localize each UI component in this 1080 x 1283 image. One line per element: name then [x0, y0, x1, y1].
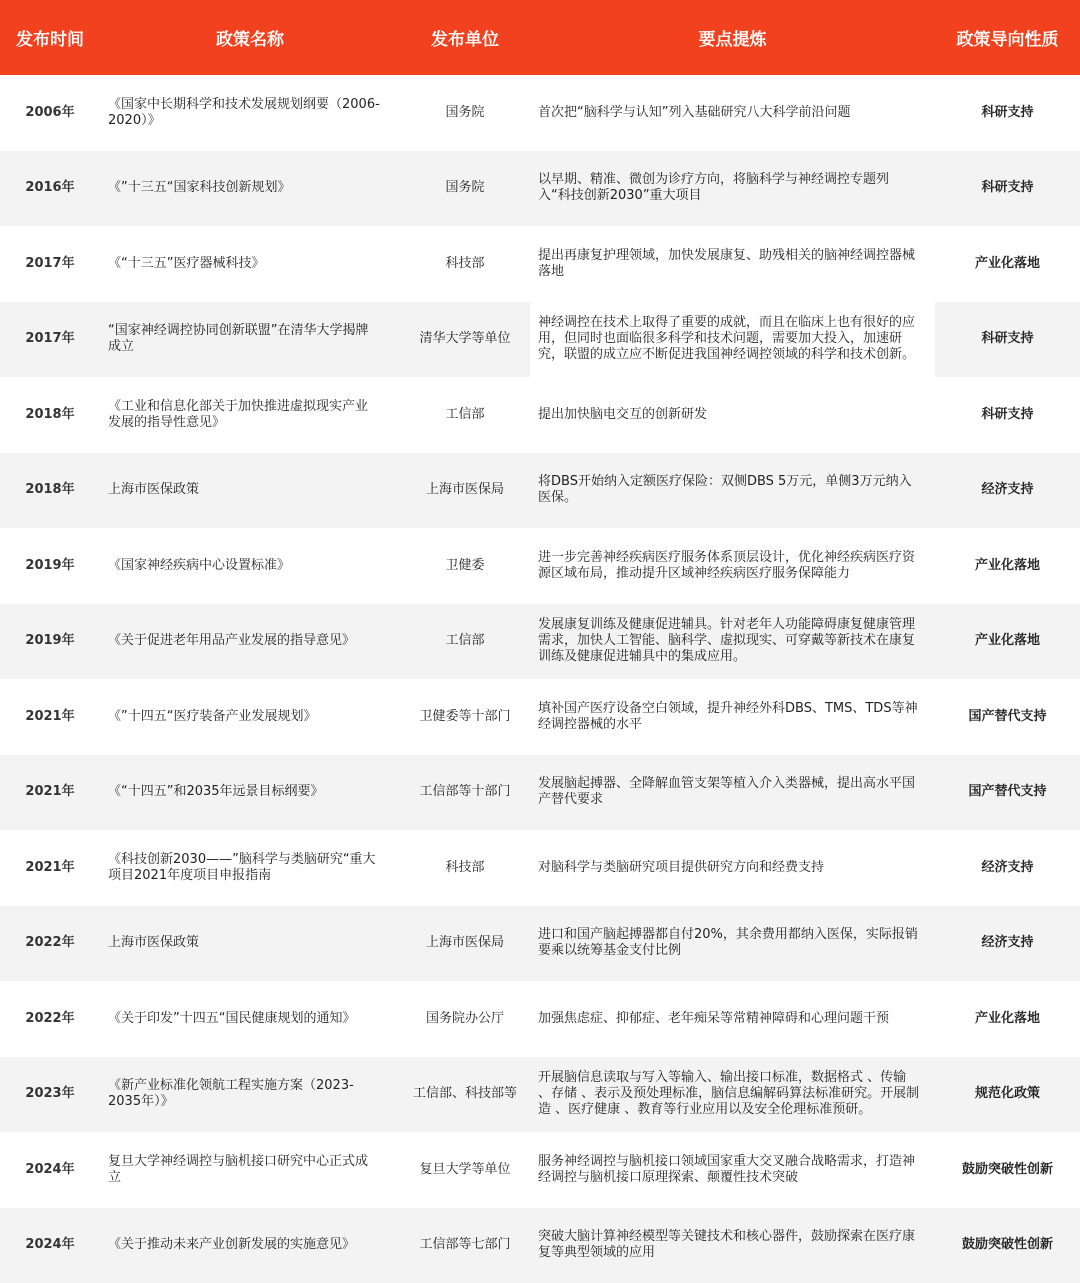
- year-cell: 2021年: [25, 708, 75, 724]
- year-cell: 2016年: [0, 151, 100, 227]
- policy-nature-cell: 产业化落地: [974, 557, 1040, 573]
- year-cell: 2023年: [0, 1057, 100, 1133]
- key-points-cell: 首次把“脑科学与认知”列入基础研究八大科学前沿问题: [538, 104, 851, 120]
- policy-nature-cell: 鼓励突破性创新: [935, 1208, 1080, 1283]
- key-points-cell: 神经调控在技术上取得了重要的成就，而且在临床上也有很好的应用，但同时也面临很多科学和技术问题，需要加大投入，加速研究，联盟的成立应不断促进我国神经调控领域的科学和技术创新。: [530, 302, 935, 378]
- year-cell: 2018年: [25, 406, 75, 422]
- table-row: [0, 75, 1080, 151]
- header-key-points: 要点提炼: [698, 30, 767, 50]
- table-row: [0, 151, 1080, 227]
- policy-nature-cell: 产业化落地: [935, 604, 1080, 680]
- policy-name-cell: 上海市医保政策: [100, 906, 400, 982]
- issuing-unit-cell: 工信部: [400, 604, 530, 680]
- table-row: [0, 755, 1080, 831]
- year-cell: 2017年: [0, 302, 100, 378]
- policy-name-cell: 《新产业标准化领航工程实施方案（2023-2035年）》: [100, 1057, 400, 1133]
- policy-nature-cell: 科研支持: [981, 104, 1034, 120]
- issuing-unit-cell: 上海市医保局: [400, 906, 530, 982]
- table-row: [0, 1057, 1080, 1133]
- key-points-cell: 突破大脑计算神经模型等关键技术和核心器件，鼓励探索在医疗康复等典型领域的应用: [530, 1208, 935, 1283]
- key-points-cell: 服务神经调控与脑机接口领域国家重大交叉融合战略需求，打造神经调控与脑机接口原理探索、颠覆性技术突破: [538, 1153, 916, 1185]
- policy-nature-cell: 规范化政策: [935, 1057, 1080, 1133]
- header-year: 发布时间: [16, 30, 84, 50]
- policy-nature-cell: 科研支持: [981, 406, 1034, 422]
- header-row: [0, 0, 1080, 75]
- issuing-unit-cell: 工信部、科技部等: [400, 1057, 530, 1133]
- issuing-unit-cell: 国务院: [400, 151, 530, 227]
- year-cell: 2021年: [0, 755, 100, 831]
- table-row: [0, 906, 1080, 982]
- policy-name-cell: 《“十四五”和2035年远景目标纲要》: [100, 755, 400, 831]
- issuing-unit-cell: 国务院办公厅: [425, 1010, 504, 1026]
- issuing-unit-cell: 清华大学等单位: [400, 302, 530, 378]
- year-cell: 2022年: [25, 1010, 75, 1026]
- table-row: [0, 1132, 1080, 1208]
- issuing-unit-cell: 工信部: [445, 406, 485, 422]
- policy-nature-cell: 国产替代支持: [935, 755, 1080, 831]
- policy-name-cell: 上海市医保政策: [100, 453, 400, 529]
- key-points-cell: 提出再康复护理领域，加快发展康复、助残相关的脑神经调控器械落地: [538, 247, 916, 279]
- table-row: [0, 528, 1080, 604]
- key-points-cell: 发展康复训练及健康促进辅具。针对老年人功能障碍康复健康管理需求，加快人工智能、脑科学、虚拟现实、可穿戴等新技术在康复训练及健康促进辅具中的集成应用。: [530, 604, 935, 680]
- table-header: [0, 0, 1080, 75]
- policy-nature-cell: 产业化落地: [974, 1010, 1040, 1026]
- policy-name-cell: 《科技创新2030——”脑科学与类脑研究“重大项目2021年度项目申报指南: [108, 851, 376, 883]
- issuing-unit-cell: 工信部等十部门: [400, 755, 530, 831]
- policy-name-cell: 《工业和信息化部关于加快推进虚拟现实产业发展的指导性意见》: [108, 398, 369, 430]
- policy-nature-cell: 经济支持: [935, 453, 1080, 529]
- policy-name-cell: 《国家中长期科学和技术发展规划纲要（2006-2020）》: [108, 96, 380, 128]
- table-row: [0, 604, 1080, 680]
- policy-name-cell: 《关于推动未来产业创新发展的实施意见》: [100, 1208, 400, 1283]
- policy-nature-cell: 鼓励突破性创新: [961, 1161, 1053, 1177]
- table-row: [0, 453, 1080, 529]
- year-cell: 2022年: [0, 906, 100, 982]
- policy-name-cell: 《关于促进老年用品产业发展的指导意见》: [100, 604, 400, 680]
- key-points-cell: 提出加快脑电交互的创新研发: [538, 406, 708, 422]
- year-cell: 2019年: [0, 604, 100, 680]
- issuing-unit-cell: 国务院: [445, 104, 485, 120]
- policy-name-cell: 《关于印发”十四五“国民健康规划的通知》: [108, 1010, 356, 1026]
- issuing-unit-cell: 工信部等七部门: [400, 1208, 530, 1283]
- header-policy-nature: 政策导向性质: [956, 30, 1059, 50]
- policy-name-cell: 《“十三五”医疗器械科技》: [108, 255, 265, 271]
- issuing-unit-cell: 复旦大学等单位: [419, 1161, 511, 1177]
- year-cell: 2019年: [25, 557, 75, 573]
- year-cell: 2017年: [25, 255, 75, 271]
- policy-name-cell: 《”十三五“国家科技创新规划》: [100, 151, 400, 227]
- issuing-unit-cell: 科技部: [445, 255, 485, 271]
- table-row: [0, 679, 1080, 755]
- year-cell: 2018年: [0, 453, 100, 529]
- key-points-cell: 加强焦虑症、抑郁症、老年痴呆等常精神障碍和心理问题干预: [538, 1010, 890, 1026]
- policy-nature-cell: 国产替代支持: [968, 708, 1047, 724]
- policy-nature-cell: 经济支持: [935, 906, 1080, 982]
- key-points-cell: 填补国产医疗设备空白领域，提升神经外科DBS、TMS、TDS等神经调控器械的水平: [538, 700, 918, 732]
- issuing-unit-cell: 卫健委: [445, 557, 485, 573]
- key-points-cell: 对脑科学与类脑研究项目提供研究方向和经费支持: [538, 859, 825, 875]
- key-points-cell: 将DBS开始纳入定额医疗保险：双侧DBS 5万元，单侧3万元纳入医保。: [530, 453, 935, 529]
- table-row: [0, 226, 1080, 302]
- policy-name-cell: 复旦大学神经调控与脑机接口研究中心正式成立: [108, 1153, 369, 1185]
- policy-nature-cell: 产业化落地: [974, 255, 1040, 271]
- year-cell: 2021年: [25, 859, 75, 875]
- table-row: [0, 981, 1080, 1057]
- key-points-cell: 发展脑起搏器、全降解血管支架等植入介入类器械，提出高水平国产替代要求: [530, 755, 935, 831]
- year-cell: 2024年: [25, 1161, 75, 1177]
- issuing-unit-cell: 上海市医保局: [400, 453, 530, 529]
- key-points-cell: 开展脑信息读取与写入等输入、输出接口标准，数据格式 、传输 、存储 、表示及预处理标准，脑信息编解码算法标准研究。开展制造 、医疗健康 、教育等行业应用以及安全伦理标准预研。: [530, 1057, 935, 1133]
- key-points-cell: 以早期、精准、微创为诊疗方向，将脑科学与神经调控专题列入“科技创新2030”重大项目: [530, 151, 935, 227]
- table-row: [0, 1208, 1080, 1283]
- policy-nature-cell: 科研支持: [935, 302, 1080, 378]
- header-policy-name: 政策名称: [216, 30, 284, 50]
- policy-name-cell: 《国家神经疾病中心设置标准》: [108, 557, 291, 573]
- policy-name-cell: “国家神经调控协同创新联盟”在清华大学揭牌成立: [100, 302, 400, 378]
- policy-nature-cell: 经济支持: [981, 859, 1034, 875]
- issuing-unit-cell: 卫健委等十部门: [419, 708, 511, 724]
- table-row: [0, 302, 1080, 378]
- key-points-cell: 进口和国产脑起搏器都自付20%，其余费用都纳入医保，实际报销要乘以统筹基金支付比例: [530, 906, 935, 982]
- header-issuing-unit: 发布单位: [431, 30, 499, 50]
- year-cell: 2006年: [25, 104, 75, 120]
- table-row: [0, 830, 1080, 906]
- table-row: [0, 377, 1080, 453]
- issuing-unit-cell: 科技部: [445, 859, 485, 875]
- key-points-cell: 进一步完善神经疾病医疗服务体系顶层设计，优化神经疾病医疗资源区域布局，推动提升区域神经疾病医疗服务保障能力: [538, 549, 916, 581]
- policy-nature-cell: 科研支持: [935, 151, 1080, 227]
- table-body: [0, 75, 1080, 1283]
- policy-name-cell: 《”十四五“医疗装备产业发展规划》: [108, 708, 317, 724]
- year-cell: 2024年: [0, 1208, 100, 1283]
